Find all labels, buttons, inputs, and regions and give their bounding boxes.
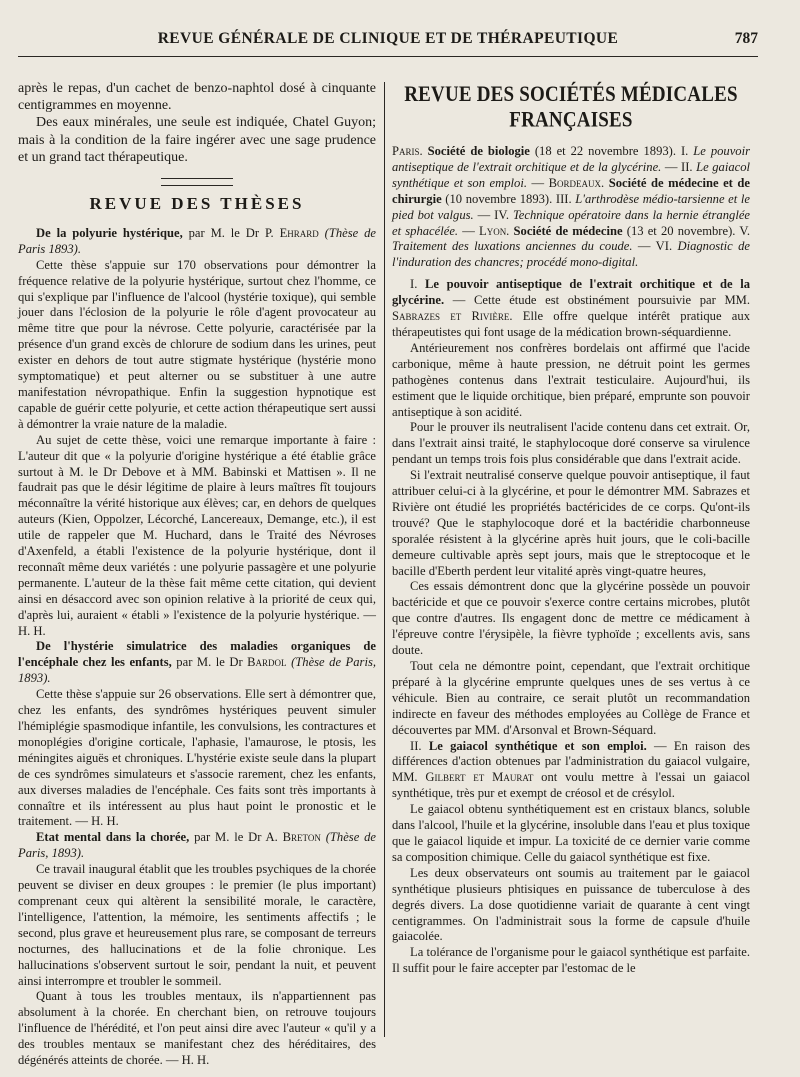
article-paragraph: Si l'extrait neutralisé conserve quelque pouvoir antiseptique, il faut attribuer celui-ci à la glycérine, et pour le démontrer MM. Sabrazes et Rivière ont étudié les propriétés bactéricides de ce corps. Qu'ont-ils trouvé? Que le staphylocoque doré et la bactéridie charbonneuse sporalée résistent à la glycérine après huit jours, que le coli-bacille demeure cultivable après sept jours, mais que le streptocoque et le bacille d'Eberth perdent leur vitalité après vingt-quatre heures, — [392, 468, 750, 578]
article-paragraph: Antérieurement nos confrères bordelais ont affirmé que l'acide carbonique, même à haute pression, ne détruit point les germes pathogènes contenus dans l'extrait testiculaire. Aujourd'hui, ils estiment que le liquide orchitique, bien préparé, emprunte son pouvoir antiseptique à son acidité. — [392, 340, 750, 419]
article-text: . Elle offre quelque intérêt pratique aux thérapeutistes qui font usage de la médication brown-séquardienne. — [392, 309, 750, 339]
running-header — [18, 30, 758, 57]
thesis-heading — [18, 226, 376, 258]
column-divider — [384, 82, 385, 1037]
summary-topic: L'arthrodèse médio-tarsienne et le pied bot valgus. — [392, 191, 750, 222]
thesis-title: De l'hystérie simulatrice des maladies organiques de l'encéphale chez les enfants, — [18, 639, 376, 670]
societies-summary — [392, 144, 750, 271]
running-title: REVUE GÉNÉRALE DE CLINIQUE ET DE THÉRAPEUTIQUE — [157, 30, 619, 47]
summary-society: Société de biologie — [422, 144, 530, 158]
thesis-reference: (Thèse de Paris 1893). — [18, 225, 377, 256]
article-paragraph: La tolérance de l'organisme pour le gaiacol synthétique est parfaite. Il suffit pour le faire accepter par l'estomac de le — [392, 945, 750, 976]
summary-dates: (18 et 22 novembre 1893). I. — [529, 144, 694, 158]
article-paragraph: Les deux observateurs ont soumis au traitement par le gaiacol synthétique plusieurs phtisiques en puissance de tuberculose à des degrés divers. La dose quotidienne variait de quarante à cent vingt centigrammes. On l'administrait sous la forme de capsule d'huile gaiacolée. — [392, 865, 750, 944]
article-number: I. — [410, 277, 425, 292]
summary-dates: (13 et 20 novembre). V. — [622, 223, 750, 238]
thesis-author-name: Bardol — [247, 655, 287, 670]
article-text: — Cette étude est obstinément poursuivie par MM. — [444, 293, 750, 308]
summary-topic: Technique opératoire dans la hernie étranglée et sphacélée. — [392, 207, 750, 238]
article-paragraph: Ces essais démontrent donc que la glycérine possède un pouvoir bactéricide et que ce pouvoir s'exerce contre certains microbes, plutôt que contre d'autres. Ils engagent donc de mettre ce médicament à l'épreuve contre l'érysipèle, la fièvre typhoïde ; excellents avis, sans doute. — [392, 579, 750, 658]
thesis-reference: (Thèse de Paris, 1893). — [18, 830, 377, 861]
summary-city: — Bordeaux. — [526, 175, 605, 190]
summary-dates: (10 novembre 1893). III. — [441, 191, 576, 206]
thesis-paragraph: Ce travail inaugural établit que les troubles psychiques de la chorée peuvent se diviser en deux groupes : le premier (le plus important) comprenant ceux qui altèrent la sensibilité morale, le caractère, l'intelligence, l'attention, la mémoire, les sentiments affectifs ; le second, plus grave et heureusement plus rare, se composant de terreurs nocturnes, des hallucinations et de la folie chronique. Les hallucinations s'observent surtout le soir, pendant la nuit, et peuvent ainsi interrompre et troubler le sommeil. — [18, 862, 376, 988]
thesis-author-name: Breton — [282, 830, 321, 845]
thesis-heading — [18, 830, 376, 862]
article-text: — En raison des différences d'action obtenues par l'administration du gaiacol vulgaire, MM. — [392, 738, 750, 785]
page-number: 787 — [734, 30, 758, 47]
article-authors: Gilbert et Maurat — [425, 770, 534, 785]
article-title: Le gaiacol synthétique et son emploi. — [428, 738, 647, 753]
section-ornament — [161, 178, 233, 186]
summary-number: — IV. — [473, 207, 513, 222]
section-title: REVUE DES SOCIÉTÉS MÉDICALES FRANÇAISES — [404, 82, 738, 133]
article-paragraph: Tout cela ne démontre point, cependant, que l'extrait orchitique préparé à la glycérine emprunte quelques unes de ses vertus à ce véhicule. Bien au contraire, ce serait plutôt un recommandation indirecte en faveur des méthodes employées au Collège de France et découvertes par MM. d'Arsonval et Brown-Séquard. — [392, 659, 750, 737]
summary-number: — VI. — [632, 239, 678, 254]
summary-topic: Le pouvoir antiseptique de l'extrait orchitique et de la glycérine. — [392, 144, 750, 174]
article-lead — [392, 277, 750, 341]
article-lead — [392, 739, 750, 803]
right-column — [392, 80, 750, 977]
thesis-paragraph: Cette thèse s'appuie sur 26 observations. Elle sert à démontrer que, chez les enfants, des syndrômes hystériques peuvent simuler l'hémiplégie spasmodique infantile, les convulsions, les contractures et monoplégies d'origine corticale, l'aphasie, l'amaurose, le ptosis, les méningites aiguës et chroniques. L'hystérie existe seule dans la plupart de ces syndrômes simulateurs et s'associe rarement, chez les enfants, aux diverses maladies de l'encéphale. Ces faits sont très importants à connaître et ils intéressent au plus haut point le pronostic et le traitement. — H. H. — [18, 687, 376, 829]
thesis-author-name: Ehrard — [279, 225, 319, 240]
thesis-heading — [18, 639, 376, 687]
thesis-author-prefix: par M. le Dr P. — [182, 225, 280, 240]
thesis-reference: (Thèse de Paris, 1893). — [18, 655, 376, 686]
intro-paragraph: Des eaux minérales, une seule est indiquée, Chatel Guyon; mais à la condition de la faire ingérer avec une sage prudence et un grand tact thérapeutique. — [18, 115, 376, 165]
summary-number: — II. — [661, 159, 697, 174]
article-authors: Sabrazes et Rivière — [392, 309, 510, 324]
summary-topic: Le gaiacol synthétique et son emploi. — [392, 159, 750, 190]
thesis-title: De la polyurie hystérique, — [36, 225, 183, 240]
article-paragraph: Pour le prouver ils neutralisent l'acide contenu dans cet extrait. Or, dans l'extrait ainsi traité, le staphylocoque doré conserve sa virulence pendant un temps trois fois plus considérable que dans l'extrait acide. — [392, 420, 750, 467]
summary-topic: Traitement des luxations anciennes du coude. — [392, 239, 633, 254]
intro-paragraph: après le repas, d'un cachet de benzo-naphtol dosé à cinquante centigrammes en moyenne. — [18, 81, 376, 114]
thesis-paragraph: Quant à tous les troubles mentaux, ils n'appartiennent pas absolument à la chorée. En cherchant bien, on retrouve toujours l'influence de l'hérédité, et l'on peut ainsi dire avec l'auteur « qu'il y a des troubles mentaux se manifestant chez des héréditaires, des dégénérés atteints de chorée. — H. H. — [18, 989, 376, 1068]
summary-city: — Lyon. — [458, 223, 510, 238]
article-number: II. — [410, 738, 429, 753]
article-title: Le pouvoir antiseptique de l'extrait orchitique et de la glycérine. — [392, 277, 751, 308]
article-paragraph: Le gaiacol obtenu synthétiquement est en cristaux blancs, soluble dans l'alcool, l'huile et la glycérine, insoluble dans l'eau et plus toxique que le gaiacol liquide et impur. La toxicité de ce dernier varie comme sa composition chimique. Celle du gaiacol synthétique est fixe. — [392, 802, 750, 864]
summary-city: Paris. — [392, 144, 423, 158]
summary-society: Société de médecine et de chirurgie — [392, 175, 750, 206]
left-column — [18, 80, 376, 1069]
article-text: ont voulu mettre à l'essai un gaiacol synthétique, très pur et exempt de créosol et de crésylol. — [392, 770, 750, 801]
thesis-author-prefix: par M. le Dr — [171, 655, 248, 670]
thesis-author-prefix: par M. le Dr A. — [189, 830, 283, 845]
thesis-title: Etat mental dans la chorée, — [36, 830, 190, 845]
summary-topic: Diagnostic de l'induration des chancres; procédé mono-digital. — [392, 239, 751, 270]
thesis-paragraph: Cette thèse s'appuie sur 170 observations pour démontrer la fréquence relative de la polyurie hystérique, surtout chez l'homme, ce qui s'explique par l'influence de l'alcool (hystérie toxique), qui semble jouer dans l'éclosion de la polyurie le rôle d'agent provocateur au même titre que pour la névrose. Cette polyurie, caractérisée par la présence d'un grand excès de chlorure de sodium dans les urines, peut exister en dehors de tout autre stigmate hystérique (hystérie mono symptomatique) et peut alterner ou se substituer à une autre manifestation névropathique. Enfin la suggestion hypnotique est capable de guérir cette polyurie, et cette action thérapeutique sert aussi à démontrer la vraie nature de la maladie. — [18, 257, 376, 431]
thesis-paragraph: Au sujet de cette thèse, voici une remarque importante à faire : L'auteur dit que « la polyurie d'origine hystérique a été établie grâce surtout à M. le Dr Debove et à MM. Babinski et Mattisen ». Il ne faudrait pas que le désir légitime de plaire à leurs maîtres fît toujours méconnaître la vérité historique aux élèves; car, en dehors de quelques auteurs (Kien, Oppolzer, Lécorché, Lancereaux, Demange, etc.), il est utile de rappeler que M. Huchard, dans le Traité des Névroses d'Axenfeld, a établi l'existence de la polyurie hystérique, dont il reconnaît même deux variétés : une polyurie passagère et une polyurie permanente. L'auteur de la thèse fait même cette citation, qui devient ainsi en désaccord avec son opinion relative à la priorité de ceux qui, d'après lui, auraient « établi » l'existence de la polyurie hystérique. — H. H. — [18, 432, 376, 638]
section-title: REVUE DES THÈSES — [89, 194, 305, 214]
summary-society: Société de médecine — [509, 223, 623, 238]
